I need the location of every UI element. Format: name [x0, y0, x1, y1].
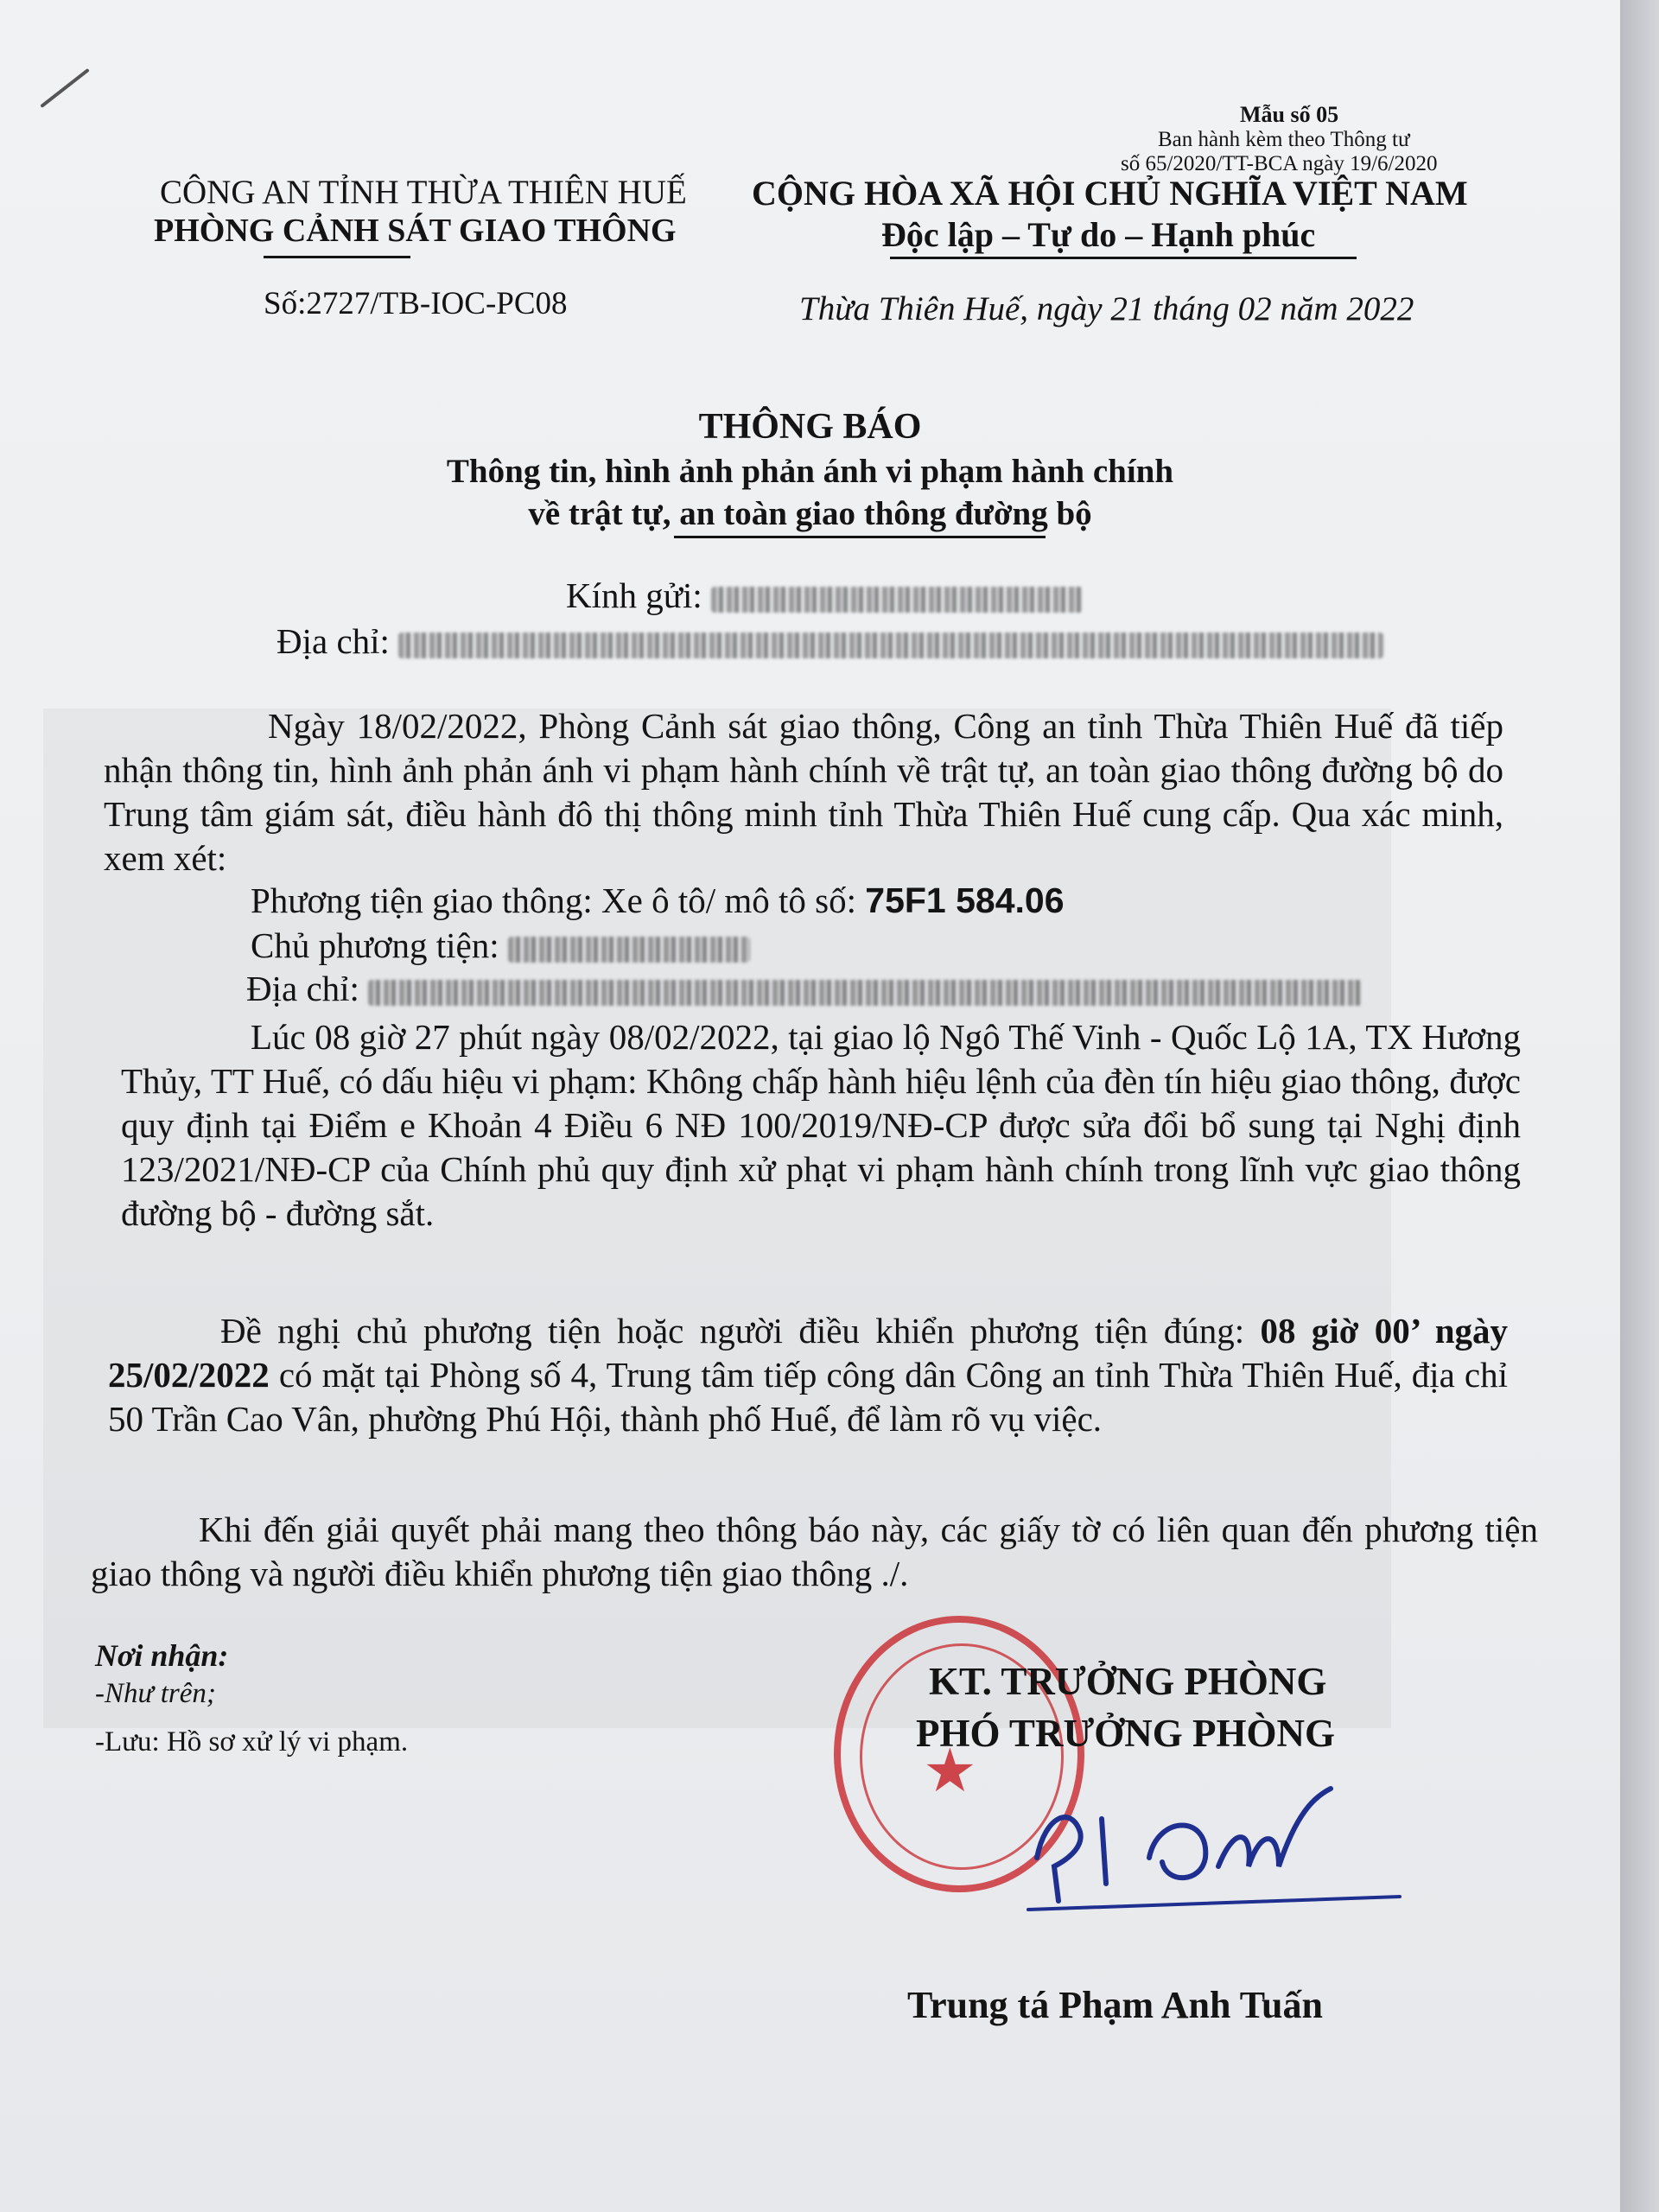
recipient-row [566, 575, 1083, 616]
signer-title-1: KT. TRƯỞNG PHÒNG [929, 1660, 1327, 1703]
star-icon: ★ [923, 1738, 977, 1805]
owner-address-label: Địa chỉ: [246, 969, 359, 1008]
signer-title-2: PHÓ TRƯỞNG PHÒNG [916, 1712, 1336, 1755]
title-underline [674, 536, 1046, 538]
national-motto: Độc lập – Tự do – Hạnh phúc [881, 215, 1316, 254]
summons-time: 08 giờ 00’ ngày 25/02/2022 [108, 1311, 1509, 1395]
recipients-item-1: -Như trên; [95, 1678, 216, 1709]
form-number: Mẫu số 05 [1240, 102, 1339, 127]
vehicle-row [251, 880, 1065, 921]
owner-row [251, 925, 750, 966]
vehicle-plate: 75F1 584.06 [865, 880, 1065, 920]
owner-label: Chủ phương tiện: [251, 925, 499, 965]
owner-name-redacted [508, 937, 750, 963]
paragraph-summons [108, 1309, 1508, 1441]
document-title: THÔNG BÁO [698, 407, 922, 447]
title-line-2: về trật tự, an toàn giao thông đường bộ [528, 495, 1092, 532]
recipient-name-redacted [711, 587, 1083, 613]
signer-name: Trung tá Phạm Anh Tuấn [907, 1984, 1323, 2026]
paragraph-documents: Khi đến giải quyết phải mang theo thông báo này, các giấy tờ có liên quan đến phương tiện giao thông và người điều khiển phương tiện giao thông ./. [91, 1510, 1538, 1593]
form-circular-number: số 65/2020/TT-BCA ngày 19/6/2020 [1121, 152, 1438, 175]
summons-text-end: có mặt tại Phòng số 4, Trung tâm tiếp công dân Công an tỉnh Thừa Thiên Huế, địa chỉ 50 Trần Cao Vân, phường Phú Hội, thành phố Huế, để làm rõ vụ việc. [108, 1355, 1509, 1439]
summons-text-start: Đề nghị chủ phương tiện hoặc người điều khiển phương tiện đúng: [220, 1311, 1245, 1351]
owner-address-redacted [368, 980, 1362, 1006]
department-underline [264, 256, 410, 258]
paragraph-violation: Lúc 08 giờ 27 phút ngày 08/02/2022, tại giao lộ Ngô Thế Vinh - Quốc Lộ 1A, TX Hương Thủy, TT Huế, có dấu hiệu vi phạm: Không chấp hành hiệu lệnh của đèn tín hiệu giao thông, được quy định tại Điểm e Khoản 4 Điều 6 NĐ 100/2019/NĐ-CP được sửa đổi bổ sung tại Nghị định 123/2021/NĐ-CP của Chính phủ quy định xử phạt vi phạm hành chính trong lĩnh vực giao thông đường bộ - đường sắt. [121, 1017, 1521, 1233]
recipient-address-row [276, 620, 1383, 662]
recipient-label: Kính gửi: [566, 575, 702, 615]
recipient-address-redacted [398, 632, 1383, 658]
nation-name: CỘNG HÒA XÃ HỘI CHỦ NGHĨA VIỆT NAM [752, 174, 1468, 213]
handwritten-signature [1020, 1780, 1417, 1918]
document-number: Số:2727/TB-IOC-PC08 [264, 286, 568, 321]
pen-mark [40, 68, 90, 108]
background-surface [1620, 0, 1659, 2212]
motto-underline [890, 257, 1357, 259]
vehicle-label: Phương tiện giao thông: Xe ô tô/ mô tô số: [251, 880, 857, 920]
agency-name: CÔNG AN TỈNH THỪA THIÊN HUẾ [160, 174, 687, 211]
form-issued-with: Ban hành kèm theo Thông tư [1158, 128, 1410, 151]
place-and-date: Thừa Thiên Huế, ngày 21 tháng 02 năm 2022 [799, 290, 1414, 327]
recipients-label: Nơi nhận: [95, 1638, 229, 1673]
recipient-address-label: Địa chỉ: [276, 621, 390, 661]
paragraph-receipt: Ngày 18/02/2022, Phòng Cảnh sát giao thông, Công an tỉnh Thừa Thiên Huế đã tiếp nhận thông tin, hình ảnh phản ánh vi phạm hành chính về trật tự, an toàn giao thông đường bộ do Trung tâm giám sát, điều hành đô thị thông minh tỉnh Thừa Thiên Huế cung cấp. Qua xác minh, xem xét: [104, 706, 1503, 878]
recipients-item-2: -Lưu: Hồ sơ xử lý vi phạm. [95, 1726, 409, 1758]
department-name: PHÒNG CẢNH SÁT GIAO THÔNG [154, 213, 677, 249]
title-line-1: Thông tin, hình ảnh phản ánh vi phạm hành chính [446, 453, 1174, 490]
owner-address-row [246, 968, 1362, 1009]
